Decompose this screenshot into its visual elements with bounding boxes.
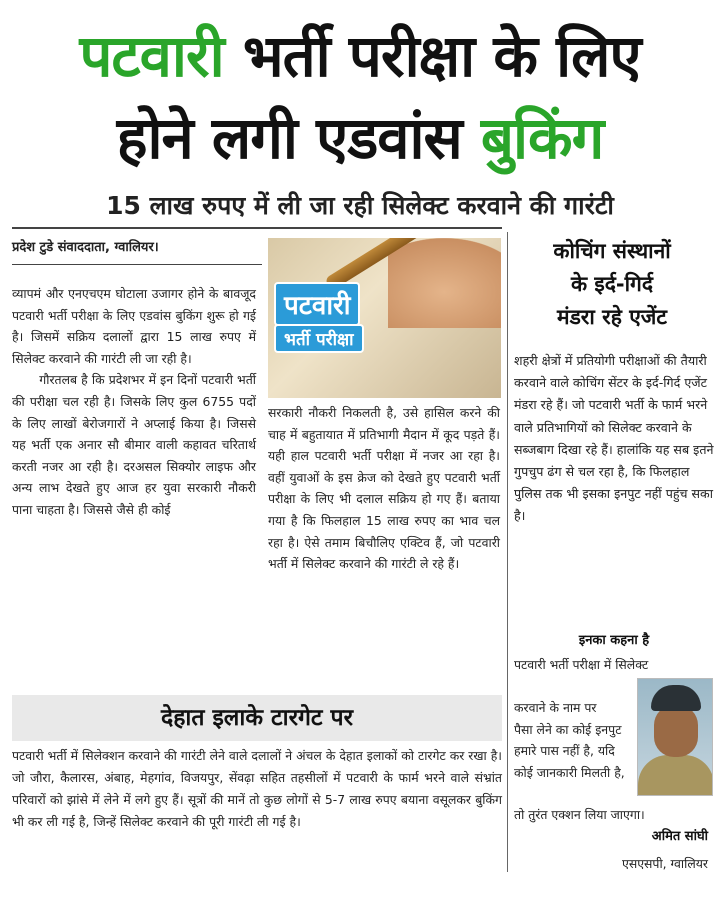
paragraph-1: व्यापमं और एनएचएम घोटाला उजागर होने के बावजूद पटवारी भर्ती परीक्षा के लिए एडवांस बुकिंग शुरू हो गई है। जिसमें सक्रिय दलालों द्वारा 15 लाख रुपए में सिलेक्ट करवाने की गारंटी ली जा रही है।: [12, 286, 256, 366]
cap-shape: [651, 685, 701, 711]
quote-designation: एसएसपी, ग्वालियर: [621, 856, 708, 871]
byline-divider: [12, 264, 262, 265]
subheadline: 15 लाख रुपए में ली जा रही सिलेक्ट करवाने की गारंटी: [106, 191, 614, 220]
sidebar-heading-line-2: के इर्द-गिर्द: [570, 272, 654, 296]
quote-name: अमित सांघी: [651, 829, 708, 844]
headline-green-word: पटवारी: [79, 22, 224, 90]
paragraph-2: गौरतलब है कि प्रदेशभर में इन दिनों पटवारी भर्ती की परीक्षा चल रही है। जिसके लिए कुल 6755 पदों के लिए लाखों बेरोजगारों ने अप्लाई किया है। जिससे यह भर्ती एक अनार सौ बीमार वाली कहावत चरितार्थ करती नजर आ रही है। दरअसल सिक्योर लाइफ और अन्य लाभ देखते हुए आज हर युवा सरकारी नौकरी पाना चाहता है। जिससे जैसे ही कोई: [12, 372, 256, 517]
headline-line-1: [0, 18, 720, 94]
face-shape: [654, 705, 698, 757]
headline-line-2: [0, 100, 720, 176]
article-column-2: सरकारी नौकरी निकलती है, उसे हासिल करने की चाह में बहुतायात में प्रतिभागी मैदान में कूद पड़ते हैं। यही हाल पटवारी भर्ती परीक्षा में नजर आ रहा है। वहीं युवाओं के इस क्रेज को देखते हुए पटवारी भर्ती परीक्षा के लिए भी दलाल सक्रिय हो गए हैं। बताया गया है कि फिलहाल 15 लाख रुपए का भाव चल रहा है। ऐसे तमाम बिचौलिए एक्टिव हैं, जो पटवारी भर्ती में सिलेक्ट करवाने की गारंटी ले रहे हैं।: [268, 405, 500, 572]
sidebar-text: शहरी क्षेत्रों में प्रतियोगी परीक्षाओं की तैयारी करवाने वाले कोचिंग सेंटर के इर्द-गिर्द एजेंट मंडरा रहे हैं। जो पटवारी भर्ती के फार्म भरने वाले प्रतिभागियों को सिलेक्ट करवाने के सब्जबाग दिखा रहे हैं। हालांकि यह सब इतने गुपचुप ढंग से चल रहा है, कि फिलहाल पुलिस तक भी इसका इनपुट नहीं पहुंच सका है।: [514, 353, 714, 524]
quote-line-1: पटवारी भर्ती परीक्षा में सिलेक्ट: [514, 657, 649, 672]
quote-rest: पैसा लेने का कोई इनपुट हमारे पास नहीं है, यदि कोई जानकारी मिलती है,: [514, 721, 625, 780]
hand-illustration: [388, 238, 501, 328]
headline-black-text-2: होने लगी एडवांस: [116, 104, 481, 172]
column-divider: [507, 232, 508, 872]
uniform-shape: [638, 755, 713, 796]
quote-text: [514, 697, 632, 783]
byline: प्रदेश टुडे संवाददाता, ग्वालियर।: [12, 240, 159, 255]
headline-green-word-2: बुकिंग: [480, 104, 604, 172]
divider: [12, 227, 502, 229]
quote-heading: इनका कहना है: [578, 633, 650, 648]
box-heading: देहात इलाके टारगेट पर: [12, 695, 502, 741]
photo-tag-main: पटवारी: [274, 282, 360, 326]
quote-end: तो तुरंत एक्शन लिया जाएगा।: [514, 807, 645, 822]
headline-black-text: भर्ती परीक्षा के लिए: [223, 22, 641, 90]
photo-tag-sub: भर्ती परीक्षा: [274, 324, 364, 353]
officer-photo: [637, 678, 713, 796]
sidebar-heading-line-1: कोचिंग संस्थानों: [553, 239, 671, 263]
quote-intro: [514, 654, 714, 676]
sidebar-heading: [512, 235, 712, 334]
article-column-1: [12, 283, 256, 521]
quote-line-2: करवाने के नाम पर: [514, 700, 597, 715]
article-photo: [268, 238, 501, 398]
sidebar-heading-line-3: मंडरा रहे एजेंट: [557, 305, 667, 329]
box-text: पटवारी भर्ती में सिलेक्शन करवाने की गारंटी लेने वाले दलालों ने अंचल के देहात इलाकों को टारगेट कर रखा है। जो जौरा, कैलारस, अंबाह, मेहगांव, विजयपुर, सेंवढ़ा सहित तहसीलों में पटवारी के फार्म भरने वाले संभ्रांत परिवारों को झांसे में लेने में लगे हुए हैं। सूत्रों की मानें तो कुछ लोगों से 5-7 लाख रुपए बयाना वसूलकर बुकिंग भी कर ली गई है, जिन्हें सिलेक्ट करवाने की पूरी गारंटी ली गई है।: [12, 748, 502, 829]
